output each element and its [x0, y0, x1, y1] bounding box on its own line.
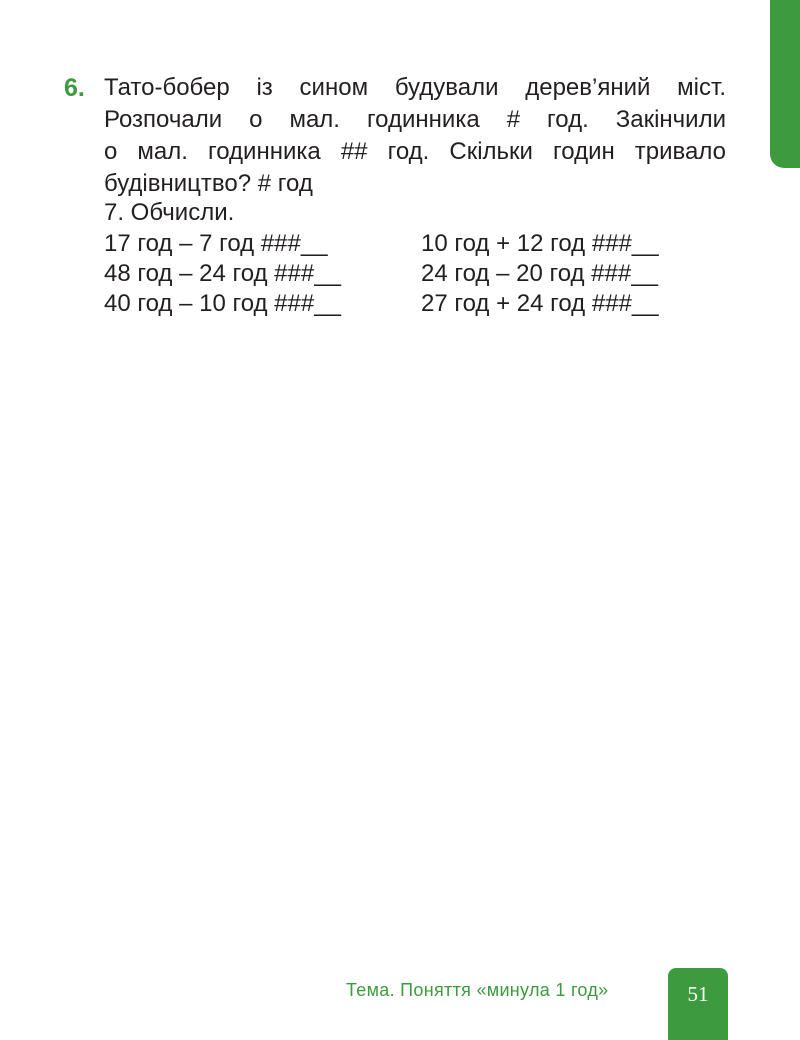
- task-7-title: 7. Обчисли.: [104, 199, 235, 226]
- page-number-badge: [668, 968, 728, 1040]
- exercise-left-2: 48 год – 24 год ###__: [104, 260, 341, 287]
- task-6-line-4: будівництво? # год: [104, 170, 313, 197]
- exercise-left-3: 40 год – 10 год ###__: [104, 290, 341, 317]
- exercise-right-1: 10 год + 12 год ###__: [421, 230, 659, 257]
- task-6-text: [104, 72, 726, 200]
- footer-theme: Тема. Поняття «минула 1 год»: [346, 980, 609, 1000]
- task-6-line-1: Тато-бобер із сином будували дерев’яний міст.: [104, 74, 726, 101]
- task-6-number: 6.: [64, 74, 85, 102]
- task-6-line-2: Розпочали о мал. годинника # год. Закінчили: [104, 106, 726, 133]
- page-number: 51: [687, 982, 709, 1006]
- exercise-right-2: 24 год – 20 год ###__: [421, 260, 658, 287]
- exercise-left-1: 17 год – 7 год ###__: [104, 230, 328, 257]
- exercise-right-3: 27 год + 24 год ###__: [421, 290, 659, 317]
- side-tab-decoration: [770, 0, 800, 168]
- task-6-line-3: о мал. годинника ## год. Скільки годин тривало: [104, 138, 726, 165]
